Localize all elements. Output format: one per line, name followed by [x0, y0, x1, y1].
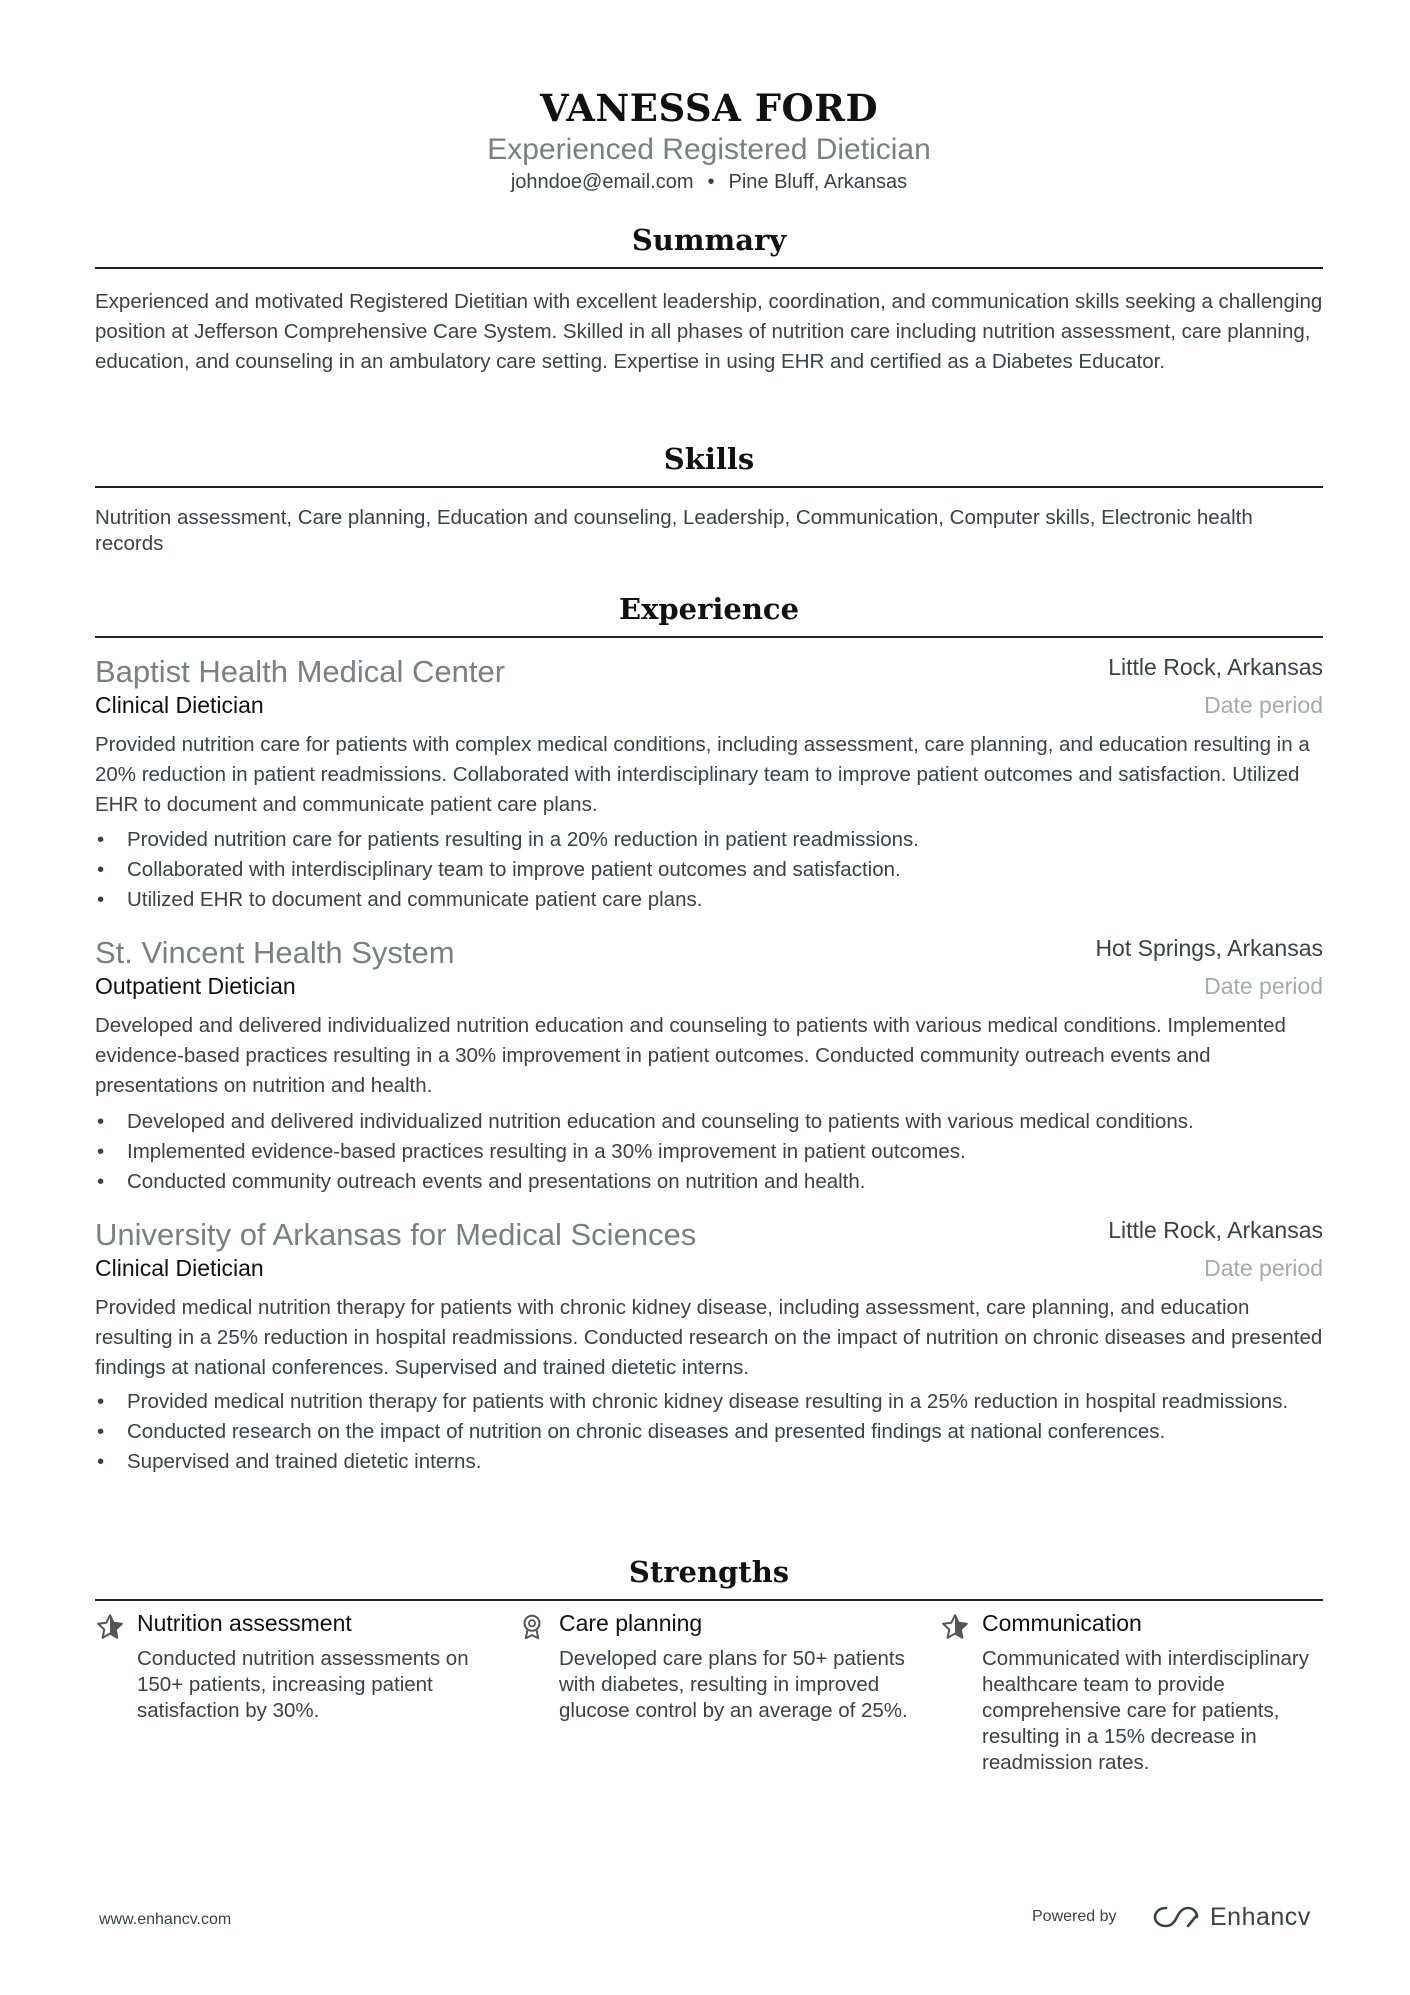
enhancv-logo-icon — [1152, 1904, 1202, 1930]
job-location: Little Rock, Arkansas — [1108, 654, 1323, 680]
job-title: Clinical Dietician — [95, 692, 264, 718]
company-name: University of Arkansas for Medical Sciences — [95, 1217, 697, 1252]
job-date: Date period — [1204, 973, 1323, 999]
enhancv-logo[interactable] — [1152, 1898, 1322, 1938]
summary-heading: Summary — [631, 223, 787, 257]
star-icon — [95, 1612, 125, 1642]
candidate-name: VANESSA FORD — [539, 86, 879, 130]
strengths-divider — [95, 1599, 1323, 1601]
strength-description: Developed care plans for 50+ patients with diabetes, resulting in improved glucose control by an average of 25%. — [559, 1647, 908, 1722]
company-name: Baptist Health Medical Center — [95, 654, 506, 689]
job-bullet: • Supervised and trained dietetic interns. — [95, 1447, 1323, 1477]
strength-description: Conducted nutrition assessments on 150+ patients, increasing patient satisfaction by 30%. — [137, 1647, 469, 1722]
job-bullet: • Collaborated with interdisciplinary team to improve patient outcomes and satisfaction. — [95, 855, 1323, 885]
job-bullet: • Utilized EHR to document and communicate patient care plans. — [95, 885, 1323, 915]
job-bullet: • Conducted community outreach events and presentations on nutrition and health. — [95, 1167, 1323, 1197]
job-bullet: • Implemented evidence-based practices resulting in a 30% improvement in patient outcomes. — [95, 1137, 1323, 1167]
job-description: Developed and delivered individualized nutrition education and counseling to patients with various medical conditions. Implemented evidence-based practices resulting in a 30% improvement in patient outcomes. Conducted community outreach events and presentations on nutrition and health. — [95, 1014, 1286, 1097]
summary-divider — [95, 267, 1323, 269]
strength-title: Nutrition assessment — [137, 1610, 352, 1636]
award-icon — [517, 1612, 547, 1642]
job-bullets — [95, 1107, 1323, 1197]
candidate-headline: Experienced Registered Dietician — [487, 133, 931, 166]
job-bullet: • Provided medical nutrition therapy for patients with chronic kidney disease resulting in a 25% reduction in hospital readmissions. — [95, 1387, 1323, 1417]
email-link[interactable]: johndoe@email.com — [510, 171, 694, 193]
company-name: St. Vincent Health System — [95, 935, 455, 970]
skills-divider — [95, 486, 1323, 488]
job-bullets — [95, 1387, 1323, 1477]
powered-by-label: Powered by — [1032, 1908, 1117, 1925]
contact-separator: • — [707, 171, 715, 193]
strength-title: Care planning — [559, 1610, 703, 1636]
job-date: Date period — [1204, 1255, 1323, 1281]
job-date: Date period — [1204, 692, 1323, 718]
job-location: Little Rock, Arkansas — [1108, 1217, 1323, 1243]
strengths-heading: Strengths — [628, 1555, 790, 1589]
candidate-location: Pine Bluff, Arkansas — [728, 171, 908, 193]
job-bullet: • Provided nutrition care for patients resulting in a 20% reduction in patient readmissions. — [95, 825, 1323, 855]
skills-text: Nutrition assessment, Care planning, Education and counseling, Leadership, Communication, Computer skills, Electronic health records — [95, 506, 1253, 555]
skills-heading: Skills — [663, 442, 755, 476]
contact-line — [95, 171, 1323, 194]
footer-website-link[interactable]: www.enhancv.com — [99, 1911, 232, 1928]
job-title: Clinical Dietician — [95, 1255, 264, 1281]
star-icon — [940, 1612, 970, 1642]
job-bullet: • Developed and delivered individualized nutrition education and counseling to patients with various medical conditions. — [95, 1107, 1323, 1137]
job-title: Outpatient Dietician — [95, 973, 296, 999]
job-location: Hot Springs, Arkansas — [1095, 935, 1323, 961]
experience-divider — [95, 636, 1323, 638]
summary-text: Experienced and motivated Registered Dietitian with excellent leadership, coordination, and communication skills seeking a challenging position at Jefferson Comprehensive Care System. Skilled in all phases of nutrition care including nutrition assessment, care planning, education, and counseling in an ambulatory care setting. Expertise in using EHR and certified as a Diabetes Educator. — [95, 290, 1323, 373]
resume-page — [95, 0, 1323, 1995]
job-description: Provided medical nutrition therapy for patients with chronic kidney disease, including assessment, care planning, and education resulting in a 25% reduction in hospital readmissions. Conducted research on the impact of nutrition on chronic diseases and presented findings at national conferences. Supervised and trained dietetic interns. — [95, 1296, 1323, 1379]
experience-heading: Experience — [618, 592, 800, 626]
strength-description: Communicated with interdisciplinary healthcare team to provide comprehensive care for patients, resulting in a 15% decrease in readmission rates. — [982, 1647, 1309, 1774]
strength-title: Communication — [982, 1610, 1142, 1636]
enhancv-logo-text: Enhancv — [1210, 1903, 1311, 1931]
job-bullets — [95, 825, 1323, 915]
job-description: Provided nutrition care for patients with complex medical conditions, including assessment, care planning, and education resulting in a 20% reduction in patient readmissions. Collaborated with interdisciplinary team to improve patient outcomes and satisfaction. Utilized EHR to document and communicate patient care plans. — [95, 733, 1310, 816]
job-bullet: • Conducted research on the impact of nutrition on chronic diseases and presented findings at national conferences. — [95, 1417, 1323, 1447]
